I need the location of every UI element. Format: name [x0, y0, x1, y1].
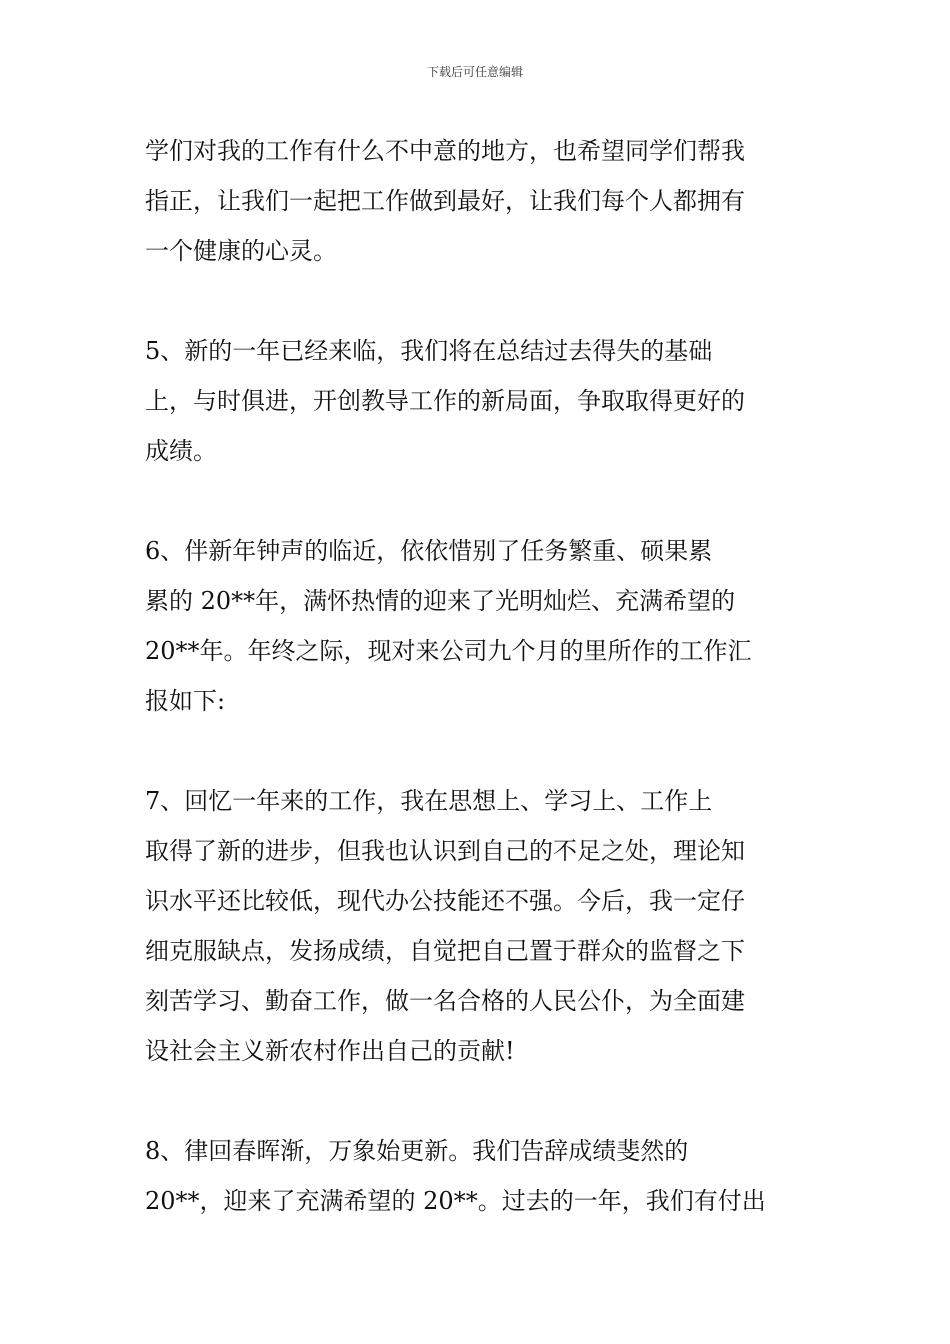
paragraph-4-line-4: 细克服缺点，发扬成绩，自觉把自己置于群众的监督之下	[145, 937, 745, 965]
paragraph-4-line-2: 取得了新的进步，但我也认识到自己的不足之处，理论知	[145, 837, 745, 865]
paragraph-3-line-1: 6、伴新年钟声的临近，依依惜别了任务繁重、硕果累	[145, 537, 713, 565]
paragraph-1-line-1: 学们对我的工作有什么不中意的地方，也希望同学们帮我	[145, 137, 745, 165]
paragraph-4-line-6: 设社会主义新农村作出自己的贡献!	[145, 1037, 515, 1065]
paragraph-3	[145, 526, 810, 726]
paragraph-1-line-2: 指正，让我们一起把工作做到最好，让我们每个人都拥有	[145, 187, 745, 215]
paragraph-3-line-4: 报如下:	[145, 687, 226, 715]
paragraph-4	[145, 776, 810, 1076]
paragraph-5	[145, 1126, 810, 1226]
paragraph-gap	[145, 476, 810, 526]
paragraph-5-line-2: 20**，迎来了充满希望的 20**。过去的一年，我们有付出	[145, 1187, 766, 1215]
paragraph-2	[145, 326, 810, 476]
paragraph-2-line-2: 上，与时俱进，开创教导工作的新局面，争取取得更好的	[145, 387, 745, 415]
paragraph-gap	[145, 726, 810, 776]
paragraph-gap	[145, 1076, 810, 1126]
paragraph-3-line-2: 累的 20**年，满怀热情的迎来了光明灿烂、充满希望的	[145, 587, 736, 615]
paragraph-1-line-3: 一个健康的心灵。	[145, 237, 337, 265]
paragraph-2-line-1: 5、新的一年已经来临，我们将在总结过去得失的基础	[145, 337, 713, 365]
paragraph-5-line-1: 8、律回春晖渐，万象始更新。我们告辞成绩斐然的	[145, 1137, 689, 1165]
paragraph-4-line-1: 7、回忆一年来的工作，我在思想上、学习上、工作上	[145, 787, 713, 815]
paragraph-gap	[145, 276, 810, 326]
document-body	[145, 126, 810, 1226]
paragraph-2-line-3: 成绩。	[145, 437, 217, 465]
paragraph-4-line-3: 识水平还比较低，现代办公技能还不强。今后，我一定仔	[145, 887, 745, 915]
paragraph-3-line-3: 20**年。年终之际，现对来公司九个月的里所作的工作汇	[145, 637, 752, 665]
page-header-note: 下载后可任意编辑	[426, 65, 523, 79]
paragraph-1	[145, 126, 810, 276]
paragraph-4-line-5: 刻苦学习、勤奋工作，做一名合格的人民公仆，为全面建	[145, 987, 745, 1015]
